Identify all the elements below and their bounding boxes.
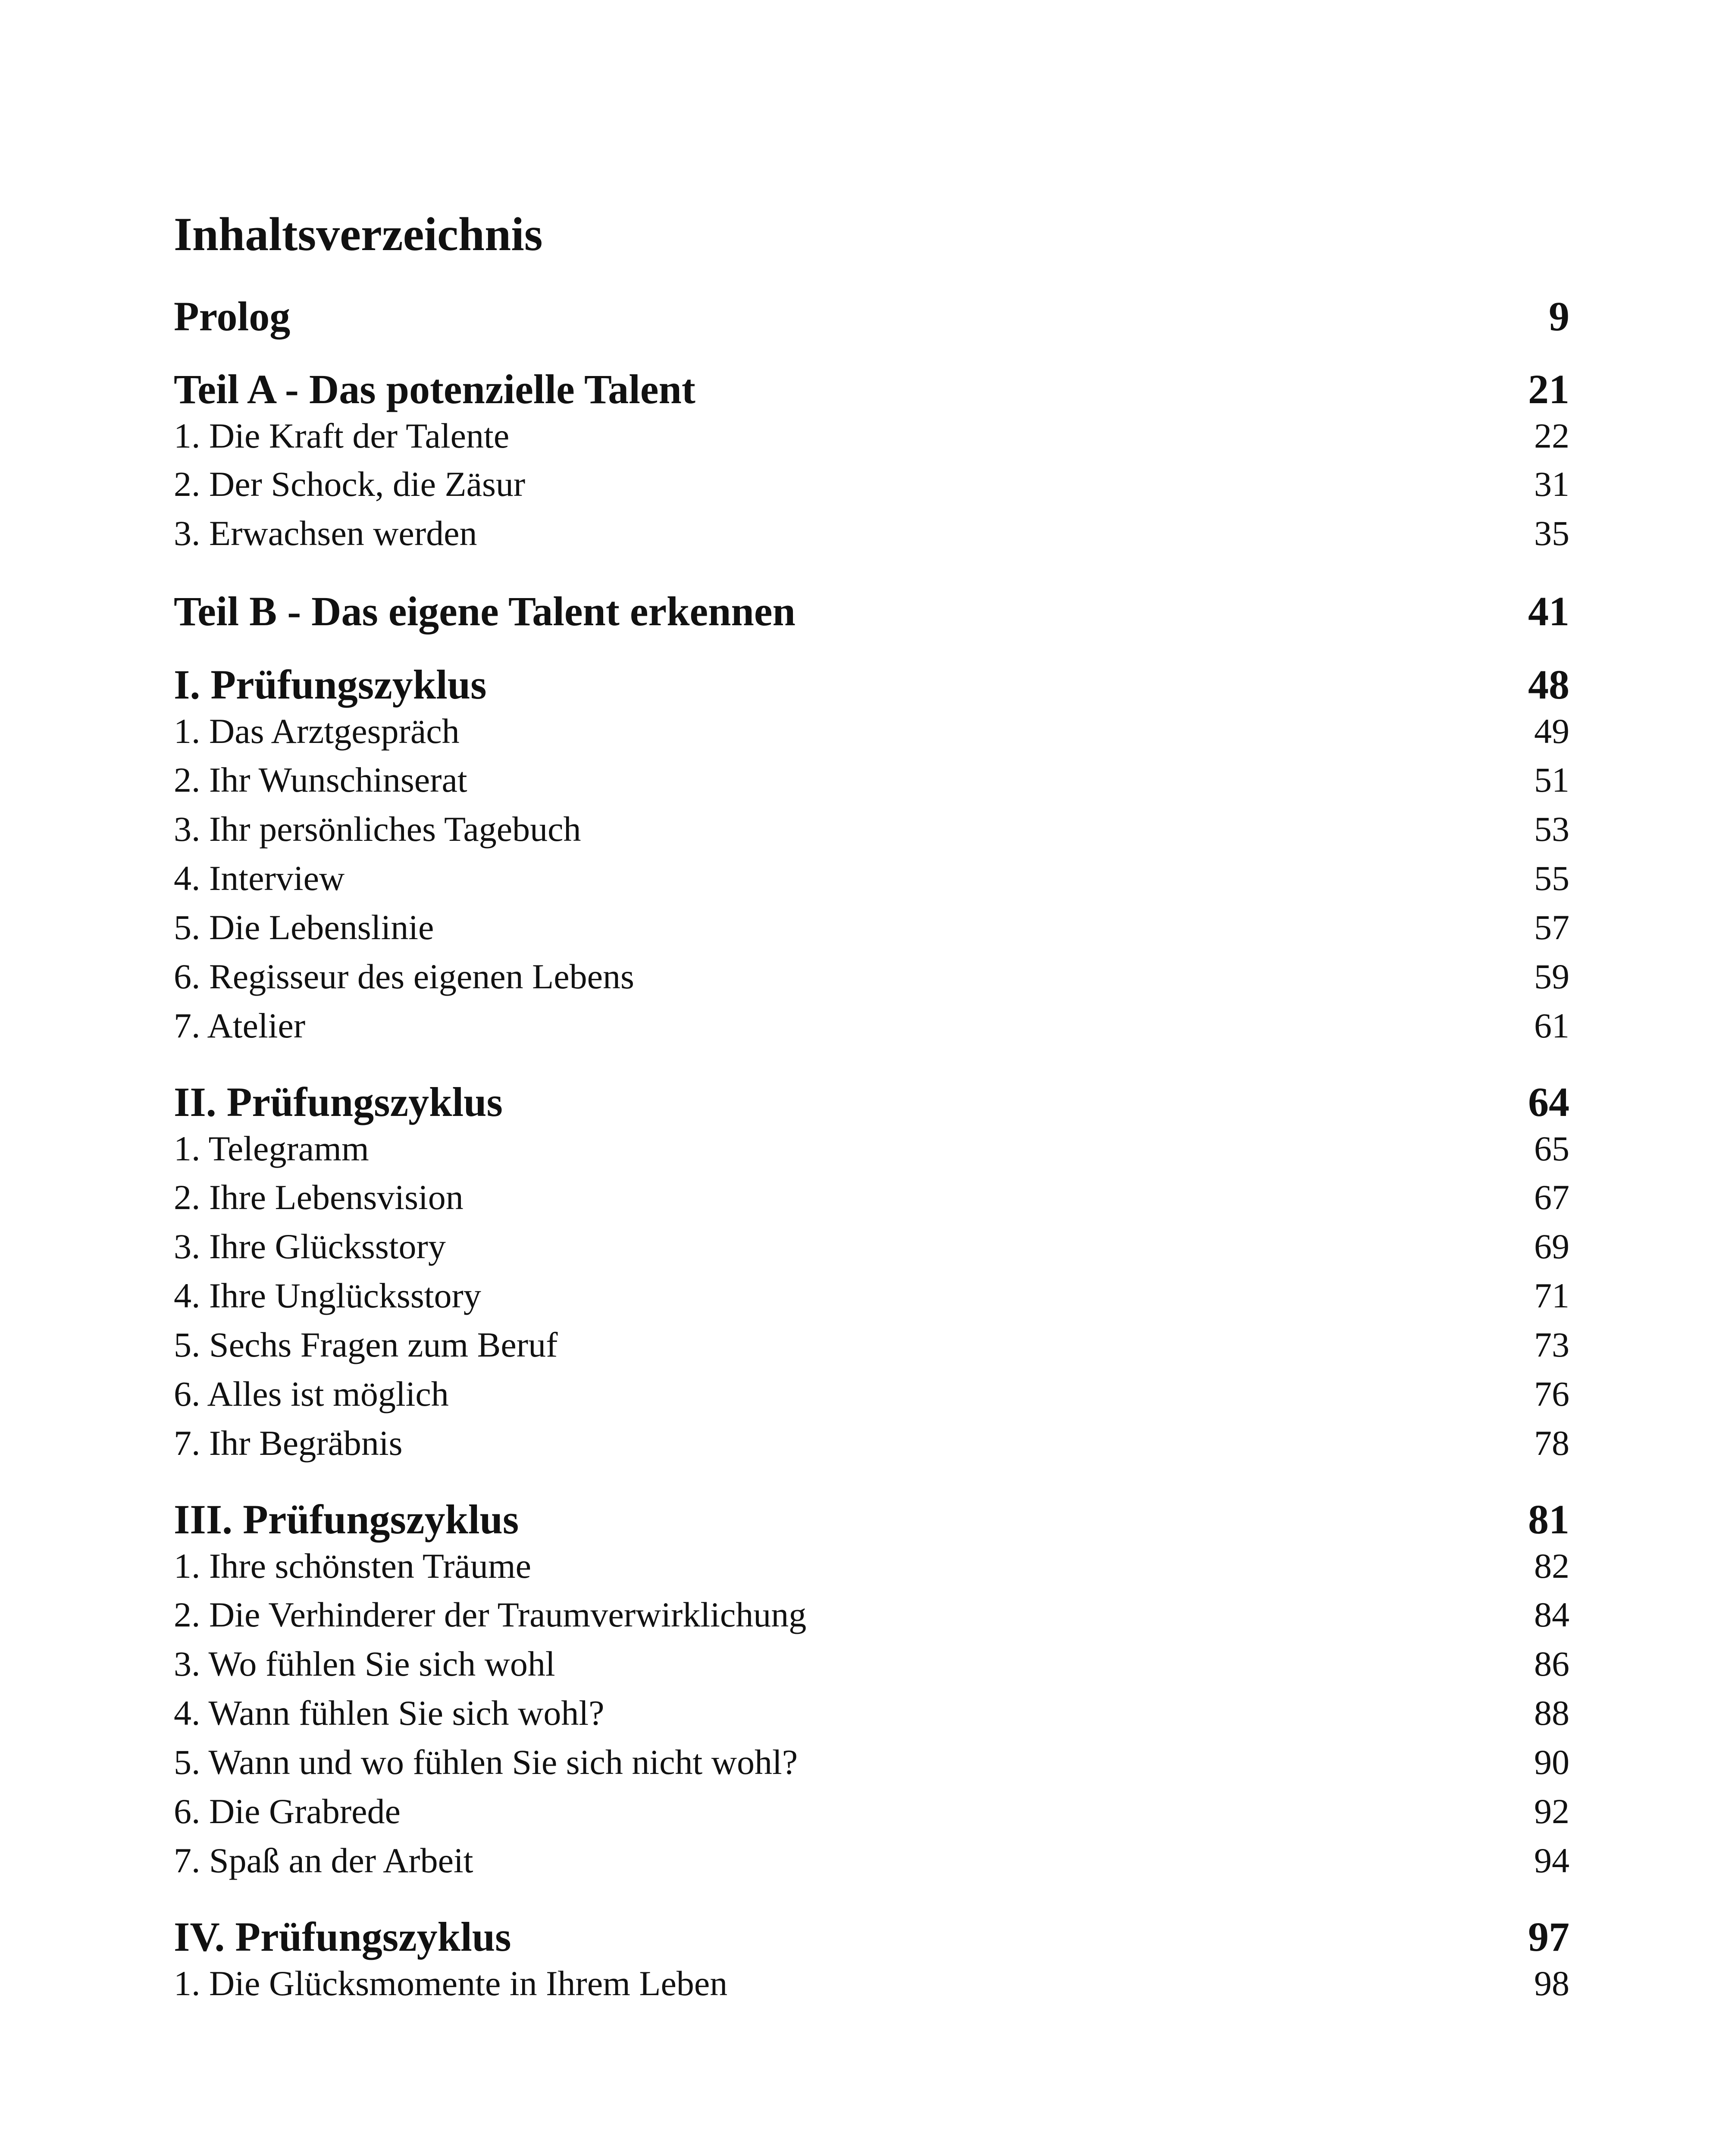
toc-entry-label: 2. Der Schock, die Zäsur	[174, 464, 526, 504]
toc-entry-label: 4. Interview	[174, 859, 345, 898]
toc-subsection-entry	[174, 910, 1569, 953]
toc-entry-label: 7. Ihr Begräbnis	[174, 1423, 403, 1463]
toc-subsection-entry	[174, 1794, 1569, 1837]
toc-entry-page-number: 64	[1528, 1079, 1569, 1125]
toc-entry-label: 4. Wann fühlen Sie sich wohl?	[174, 1693, 604, 1733]
toc-entry-label: 1. Die Glücksmomente in Ihrem Leben	[174, 1964, 728, 2003]
toc-subsection-entry	[174, 809, 1569, 855]
toc-entry-label: 5. Sechs Fragen zum Beruf	[174, 1325, 558, 1364]
toc-entry-label: 1. Telegramm	[174, 1129, 369, 1168]
toc-subsection-entry	[174, 711, 1569, 757]
toc-section-entry	[174, 588, 1569, 639]
toc-subsection-entry	[174, 1376, 1569, 1420]
toc-entry-page-number: 48	[1528, 661, 1569, 708]
toc-entry-page-number: 78	[1534, 1423, 1569, 1463]
toc-entry-page-number: 73	[1534, 1325, 1569, 1364]
toc-subsection-entry	[174, 1646, 1569, 1689]
toc-entry-label: 2. Ihre Lebensvision	[174, 1178, 464, 1217]
toc-subsection-entry	[174, 1131, 1569, 1174]
toc-section-entry	[174, 293, 1569, 344]
toc-subsection-entry	[174, 516, 1569, 559]
toc-entry-page-number: 51	[1534, 760, 1569, 799]
toc-entry-label: 1. Das Arztgespräch	[174, 711, 460, 751]
toc-entry-page-number: 98	[1534, 1964, 1569, 2003]
toc-section-entry	[174, 366, 1569, 417]
toc-subsection-entry	[174, 1742, 1569, 1788]
toc-entry-page-number: 21	[1528, 366, 1569, 412]
toc-subsection-entry	[174, 1695, 1569, 1739]
toc-section-entry	[174, 1496, 1569, 1547]
toc-entry-label: IV. Prüfungszyklus	[174, 1914, 511, 1960]
toc-entry-label: II. Prüfungszyklus	[174, 1079, 503, 1125]
toc-entry-label: 6. Die Grabrede	[174, 1792, 401, 1831]
toc-section-entry	[174, 661, 1569, 712]
toc-entry-label: I. Prüfungszyklus	[174, 661, 487, 708]
toc-entry-page-number: 65	[1534, 1129, 1569, 1168]
toc-page	[174, 0, 1569, 2156]
toc-entry-label: 5. Wann und wo fühlen Sie sich nicht wohl?	[174, 1742, 798, 1782]
toc-subsection-entry	[174, 1008, 1569, 1051]
toc-list	[174, 0, 1569, 2156]
toc-entry-label: Prolog	[174, 293, 291, 339]
toc-entry-label: Teil A - Das potenzielle Talent	[174, 366, 695, 412]
toc-entry-label: 3. Erwachsen werden	[174, 514, 477, 553]
toc-subsection-entry	[174, 1597, 1569, 1640]
toc-entry-label: 6. Regisseur des eigenen Lebens	[174, 957, 634, 996]
toc-subsection-entry	[174, 464, 1569, 510]
toc-entry-page-number: 59	[1534, 957, 1569, 996]
toc-subsection-entry	[174, 418, 1569, 461]
toc-subsection-entry	[174, 861, 1569, 904]
toc-entry-page-number: 71	[1534, 1276, 1569, 1315]
toc-entry-page-number: 69	[1534, 1227, 1569, 1266]
toc-entry-label: 2. Die Verhinderer der Traumverwirklichung	[174, 1595, 807, 1634]
toc-entry-page-number: 35	[1534, 514, 1569, 553]
toc-entry-page-number: 88	[1534, 1693, 1569, 1733]
toc-entry-page-number: 9	[1549, 293, 1569, 339]
toc-entry-page-number: 61	[1534, 1006, 1569, 1045]
toc-entry-page-number: 41	[1528, 588, 1569, 634]
toc-entry-page-number: 81	[1528, 1496, 1569, 1542]
toc-entry-label: 6. Alles ist möglich	[174, 1374, 449, 1413]
toc-entry-page-number: 84	[1534, 1595, 1569, 1634]
toc-entry-page-number: 76	[1534, 1374, 1569, 1413]
toc-entry-page-number: 90	[1534, 1742, 1569, 1782]
toc-subsection-entry	[174, 1966, 1569, 2009]
toc-subsection-entry	[174, 1423, 1569, 1469]
toc-entry-page-number: 31	[1534, 464, 1569, 504]
toc-subsection-entry	[174, 1180, 1569, 1223]
toc-entry-page-number: 53	[1534, 809, 1569, 849]
toc-entry-page-number: 86	[1534, 1644, 1569, 1683]
toc-subsection-entry	[174, 959, 1569, 1002]
toc-entry-page-number: 82	[1534, 1546, 1569, 1586]
toc-subsection-entry	[174, 1229, 1569, 1272]
toc-entry-page-number: 94	[1534, 1841, 1569, 1880]
toc-entry-label: 7. Spaß an der Arbeit	[174, 1841, 473, 1880]
toc-section-entry	[174, 1081, 1569, 1130]
toc-entry-page-number: 67	[1534, 1178, 1569, 1217]
toc-entry-label: 1. Ihre schönsten Träume	[174, 1546, 532, 1586]
toc-entry-label: 4. Ihre Unglücksstory	[174, 1276, 481, 1315]
toc-entry-label: 3. Ihre Glücksstory	[174, 1227, 446, 1266]
toc-entry-page-number: 22	[1534, 416, 1569, 455]
toc-subsection-entry	[174, 1327, 1569, 1370]
toc-entry-page-number: 55	[1534, 859, 1569, 898]
toc-subsection-entry	[174, 1278, 1569, 1321]
toc-section-entry	[174, 1916, 1569, 1965]
toc-entry-label: Teil B - Das eigene Talent erkennen	[174, 588, 796, 634]
toc-entry-page-number: 49	[1534, 711, 1569, 751]
toc-entry-label: 5. Die Lebenslinie	[174, 908, 434, 947]
toc-subsection-entry	[174, 1548, 1569, 1592]
toc-entry-page-number: 92	[1534, 1792, 1569, 1831]
toc-entry-label: 1. Die Kraft der Talente	[174, 416, 510, 455]
toc-entry-page-number: 57	[1534, 908, 1569, 947]
page-title: Inhaltsverzeichnis	[174, 208, 543, 260]
toc-subsection-entry	[174, 1843, 1569, 1886]
toc-subsection-entry	[174, 762, 1569, 805]
toc-entry-label: 3. Ihr persönliches Tagebuch	[174, 809, 581, 849]
toc-entry-label: 3. Wo fühlen Sie sich wohl	[174, 1644, 555, 1683]
toc-entry-label: 7. Atelier	[174, 1006, 306, 1045]
toc-entry-page-number: 97	[1528, 1914, 1569, 1960]
toc-entry-label: III. Prüfungszyklus	[174, 1496, 519, 1542]
toc-entry-label: 2. Ihr Wunschinserat	[174, 760, 467, 799]
